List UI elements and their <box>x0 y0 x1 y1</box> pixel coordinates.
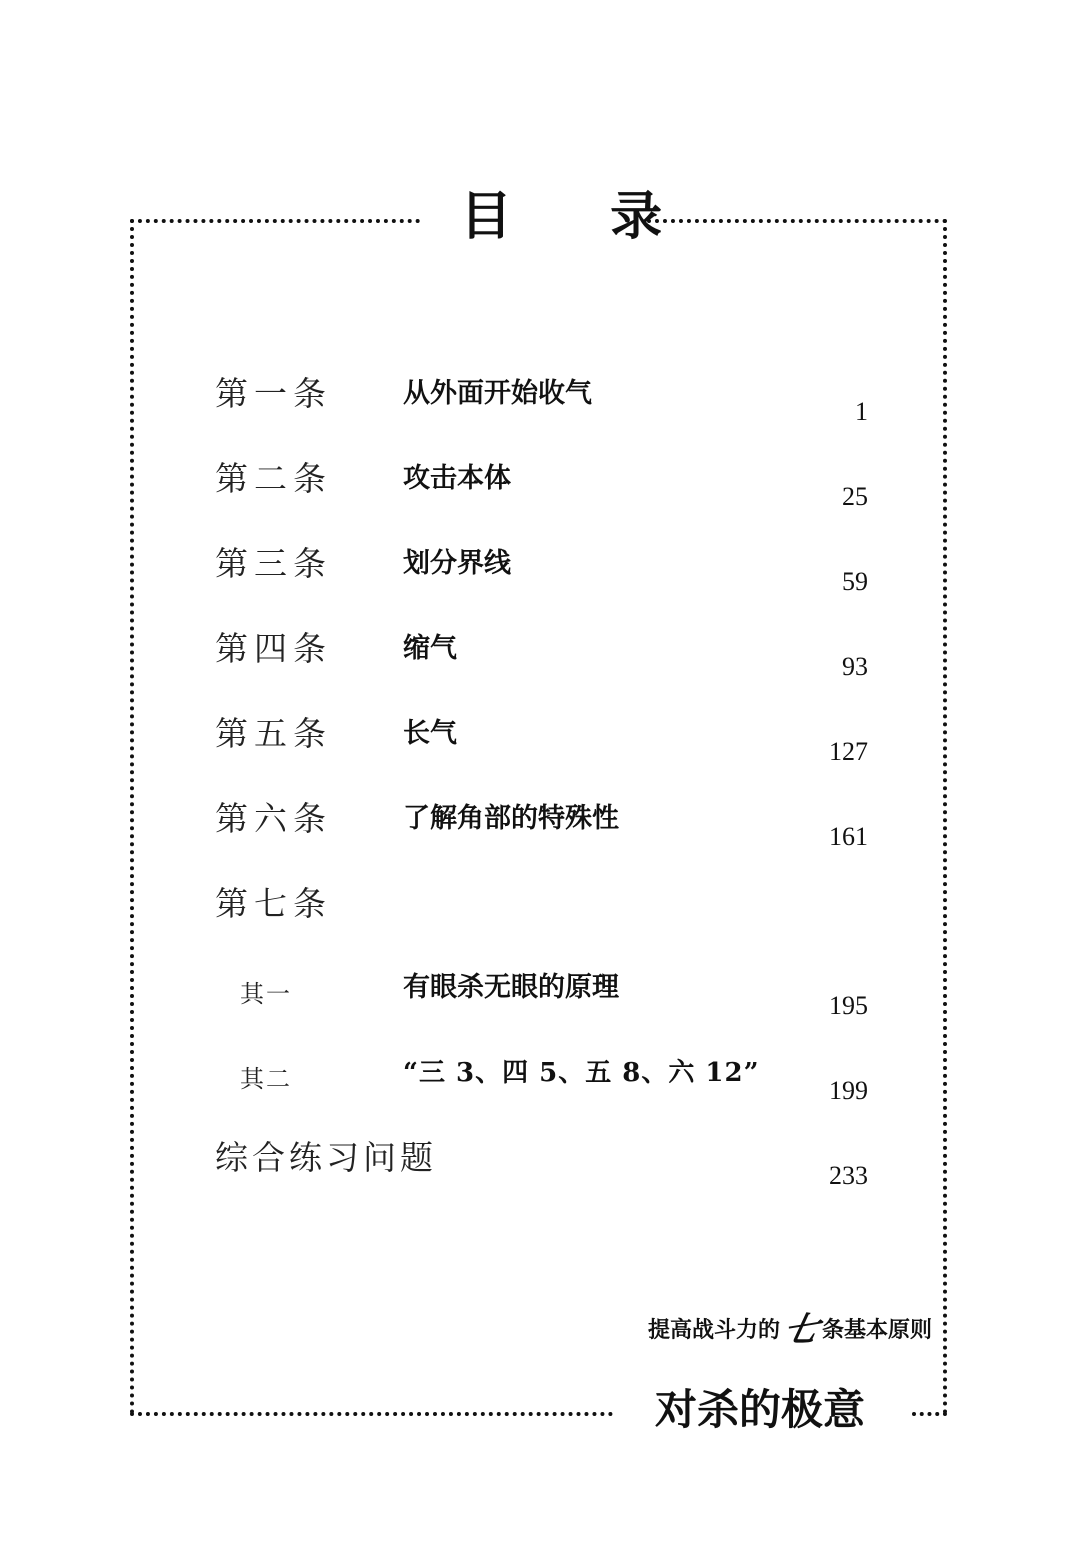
toc-entry-article-5[interactable] <box>0 714 1080 784</box>
toc-entry-page-number: 59 <box>842 567 868 596</box>
toc-entry-label: 第一条 <box>215 374 332 413</box>
series-tagline <box>647 1310 932 1350</box>
toc-entry-practice-problems[interactable] <box>0 1138 1080 1208</box>
toc-entry-article-3[interactable] <box>0 544 1080 614</box>
book-title: 对杀的极意 <box>654 1385 865 1434</box>
toc-entry-heading: 攻击本体 <box>403 463 511 494</box>
toc-entry-article-7[interactable] <box>0 884 1080 954</box>
toc-entry-page-number: 199 <box>829 1076 868 1105</box>
toc-entry-article-7-part-1[interactable] <box>0 968 1080 1038</box>
toc-entry-article-2[interactable] <box>0 459 1080 529</box>
toc-entry-label: 综合练习问题 <box>215 1138 437 1177</box>
toc-entry-article-4[interactable] <box>0 629 1080 699</box>
toc-entry-heading: “三 3、四 5、五 8、六 12” <box>403 1058 760 1088</box>
toc-entry-page-number: 233 <box>829 1161 868 1190</box>
tagline-seven-glyph: 七 <box>779 1310 823 1350</box>
toc-entry-article-1[interactable] <box>0 374 1080 444</box>
toc-entry-label: 第六条 <box>215 799 332 838</box>
toc-entry-page-number: 161 <box>829 822 868 851</box>
toc-entry-label: 第七条 <box>215 884 332 923</box>
tagline-text-after: 条基本原则 <box>821 1318 932 1343</box>
toc-entry-label: 第二条 <box>215 459 332 498</box>
toc-entry-heading: 缩气 <box>403 633 457 664</box>
toc-entry-heading: 了解角部的特殊性 <box>403 803 619 834</box>
page-title: 目 录 <box>460 186 703 247</box>
toc-entry-page-number: 93 <box>842 652 868 681</box>
toc-entry-page-number: 195 <box>829 991 868 1020</box>
toc-entry-label: 其二 <box>240 1065 292 1093</box>
toc-entry-label: 第四条 <box>215 629 332 668</box>
toc-entry-heading: 划分界线 <box>403 548 511 579</box>
toc-entry-article-6[interactable] <box>0 799 1080 869</box>
toc-entry-page-number: 25 <box>842 482 868 511</box>
toc-entry-article-7-part-2[interactable] <box>0 1053 1080 1123</box>
toc-entry-label: 其一 <box>240 980 292 1008</box>
tagline-text-before: 提高战斗力的 <box>647 1318 780 1343</box>
toc-entry-label: 第三条 <box>215 544 332 583</box>
toc-entry-heading: 有眼杀无眼的原理 <box>403 972 619 1003</box>
toc-entry-page-number: 127 <box>829 737 868 766</box>
toc-entry-heading: 从外面开始收气 <box>403 378 592 409</box>
toc-entry-label: 第五条 <box>215 714 332 753</box>
toc-entry-heading: 长气 <box>403 718 457 749</box>
toc-entry-page-number: 1 <box>855 397 868 426</box>
